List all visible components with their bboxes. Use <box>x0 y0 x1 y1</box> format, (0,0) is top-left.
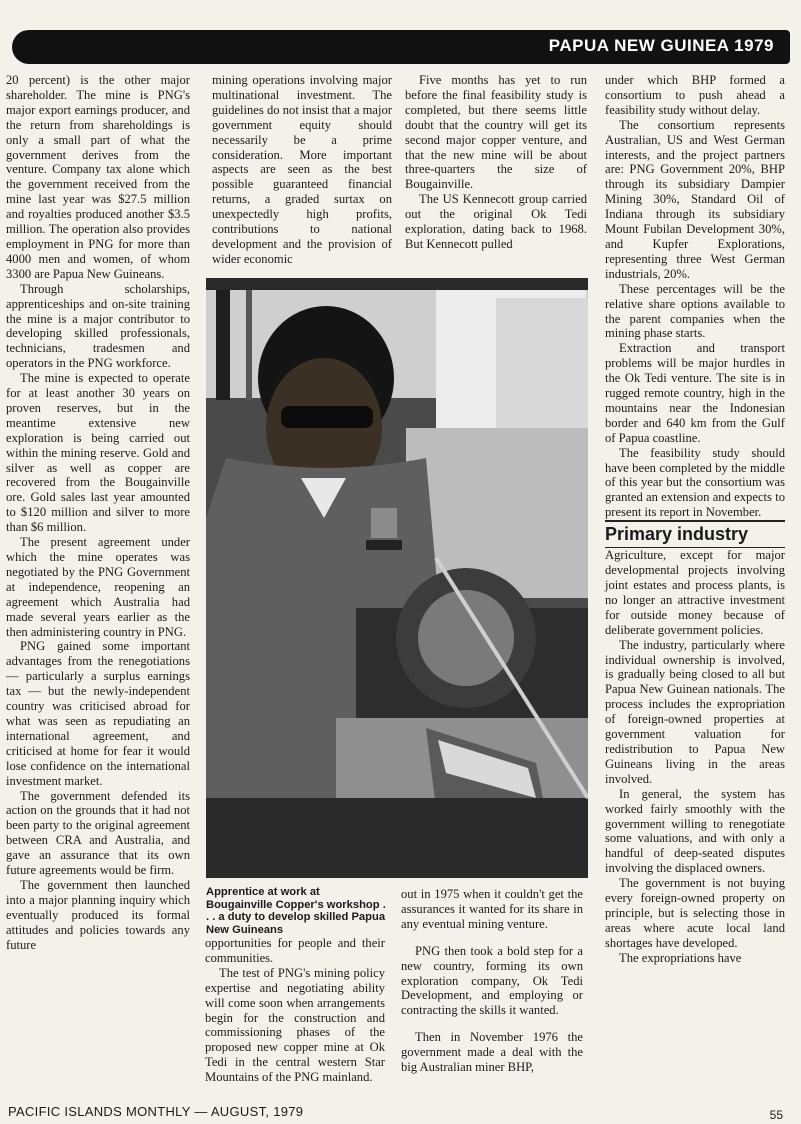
article-column-4 <box>605 73 785 966</box>
paragraph: The government then launched into a major planning inquiry which eventually produced its formal attitudes and policies towards any future <box>6 877 190 952</box>
paragraph: In general, the system has worked fairly smoothly with the government willing to renegotiate some valuations, and with only a handful of deep-seated disputes involving the displaced owners. <box>605 786 785 876</box>
section-title: PAPUA NEW GUINEA 1979 <box>548 36 774 55</box>
paragraph: The government defended its action on the grounds that it had not been party to the original agreement between CRA and Australia, and gave an assurance that its own future agreements would be firm. <box>6 788 190 878</box>
paragraph: The US Kennecott group carried out the original Ok Tedi exploration, dating back to 1968. But Kennecott pulled <box>405 192 587 251</box>
paragraph: The industry, particularly where individual ownership is involved, is gradually being closed to all but Papua New Guinean nationals. The process includes the expropriation of foreign-owned properties at government valuation for redistribution to Papua New Guineans living in the areas involved. <box>605 637 785 786</box>
paragraph: Extraction and transport problems will be major hurdles in the Ok Tedi venture. The site is in rugged remote country, high in the mountains near the Indonesian border and 640 km from the Gulf of Papua coastline. <box>605 341 785 445</box>
apprentice-photo <box>206 278 588 878</box>
publication-footer: PACIFIC ISLANDS MONTHLY — AUGUST, 1979 <box>8 1104 304 1119</box>
section-heading: Primary industry <box>605 520 785 548</box>
photo-caption: Apprentice at work at Bougainville Copper's workshop . . . a duty to develop skilled Papua New Guineans <box>206 886 386 936</box>
photo-illustration <box>206 278 588 878</box>
paragraph: PNG gained some important advantages from the renegotiations — particularly a surplus earnings tax — but the newly-independent country was criticised abroad for what was seen as repudiating an international agreement, and criticised at home for fear it would lose confidence on the international investment market. <box>6 639 190 788</box>
article-column-3-continued <box>401 887 583 1075</box>
paragraph: Five months has yet to run before the final feasibility study is completed, but there seems little doubt that the country will get its second major copper venture, and that the new mine will be about three-quarters the size of Bougainville. <box>405 73 587 192</box>
article-column-3 <box>405 73 587 252</box>
paragraph: The feasibility study should have been completed by the middle of this year but the consortium was granted an extension and expects to present its report in November. <box>605 445 785 520</box>
paragraph: The test of PNG's mining policy expertise and negotiating ability will come soon when arrangements begin for the construction and commissioning phases of the proposed new copper mine at Ok Tedi in the central western Star Mountains of the PNG mainland. <box>205 965 385 1085</box>
paragraph: under which BHP formed a consortium to push ahead a feasibility study without delay. <box>605 73 785 117</box>
paragraph: These percentages will be the relative share options available to the parent companies when the mining phase starts. <box>605 281 785 341</box>
paragraph: Agriculture, except for major developmental projects involving joint estates and process plants, is no longer an attractive investment for outside money because of deliberate government policies. <box>605 548 785 637</box>
paragraph: mining operations involving major multinational investment. The guidelines do not insist that a major government equity should necessarily be a prime consideration. More important aspects are seen as the best possible guaranteed financial returns, a graded surtax on unexpectedly high profits, contributions to national development and the provision of wider economic <box>212 73 392 266</box>
paragraph: The consortium represents Australian, US and West German interests, and the project partners are: PNG Government 20%, BHP through its subsidiary Dampier Mining 30%, Standard Oil of Indiana through its subsidiary Mount Fubilan Development 30%, and Kupfer Explorations, representing three West German industrials, 20%. <box>605 117 785 281</box>
paragraph: PNG then took a bold step for a new country, forming its own exploration company, Ok Tedi Development, and employing or contracting the skills it wanted. <box>401 943 583 1018</box>
paragraph: The expropriations have <box>619 950 742 965</box>
article-column-2-continued <box>205 936 385 1085</box>
paragraph: opportunities for people and their communities. <box>205 936 385 965</box>
header-banner <box>12 30 790 64</box>
paragraph: 20 percent) is the other major shareholder. The mine is PNG's major export earnings producer, and the return from shareholdings is only a small part of what the government derives from the venture. Company tax alone which the government received from the mine last year was $27.5 million and royalties produced another $3.5 million. The operation also provides employment in PNG for more than 4000 men and women, of whom 3300 are Papua New Guineans. <box>6 73 190 281</box>
article-column-1 <box>6 73 190 952</box>
article-column-2 <box>212 73 392 267</box>
paragraph: out in 1975 when it couldn't get the assurances it wanted for its share in any eventual mining venture. <box>401 887 583 931</box>
paragraph: The mine is expected to operate for at least another 30 years on proven reserves, but in the meantime extensive new exploration is being carried out within the mining reserve. Gold and silver as well as copper are recovered from the Bougainville ore. Gold sales last year amounted to $120 million and silver to more than $6 million. <box>6 371 190 535</box>
paragraph: The government is not buying every foreign-owned property on principle, but is selecting those in areas where acute local land shortages have developed. <box>605 876 785 950</box>
page-number: 55 <box>769 1108 783 1122</box>
paragraph: Through scholarships, apprenticeships and on-site training the mine is a major contributor to developing skilled professionals, technicians, tradesmen and operators in the PNG workforce. <box>6 281 190 371</box>
paragraph: Then in November 1976 the government made a deal with the big Australian miner BHP, <box>401 1030 583 1075</box>
paragraph: The present agreement under which the mine operates was negotiated by the PNG Government at independence, reopening an agreement which Australia had made several years earlier as the then administering country in PNG. <box>6 535 190 639</box>
